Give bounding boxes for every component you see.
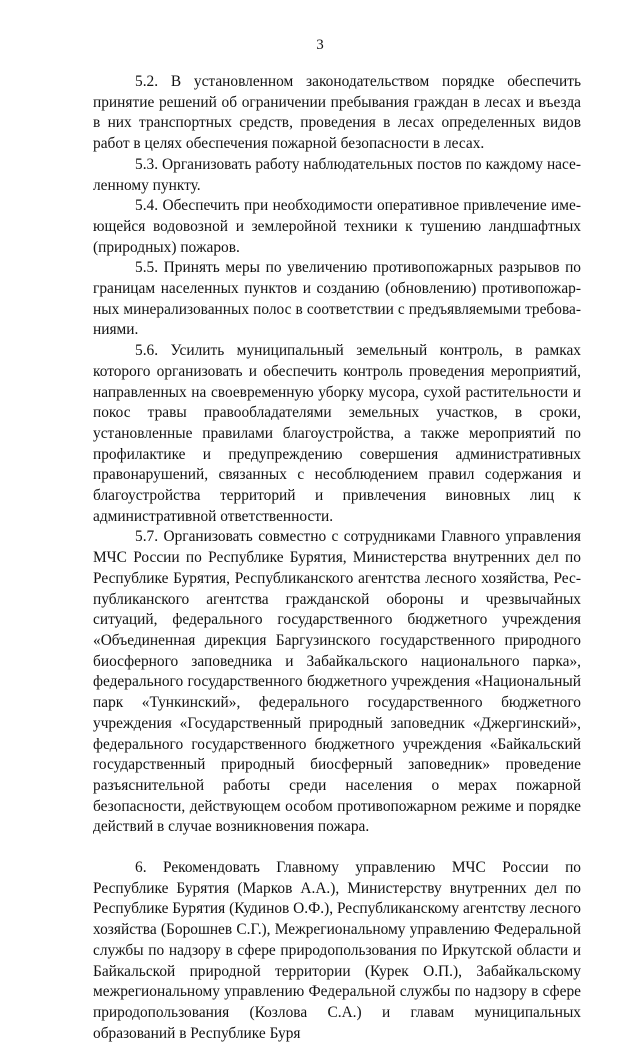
paragraph-5-7: 5.7. Организовать совместно с сотрудниками Главного управления МЧС России по Республике Бурятия, Министерства внутренних дел по Республике Бурятия, Республиканского агентства лесного хозяйства, Республиканского агентства гражданской обороны и чрезвычайных ситуаций, федерального государственного бюджетного учреждения «Объединенная дирекция Баргузинского государственного природного биосферного заповедника и Забайкальского национального парка», федерального государственного бюджетного учреждения «Национальный парк «Тункинский», федерального государственного бюджетного учреждения «Государственный природный заповедник «Джергинский», федерального государственного бюджетного учреждения «Байкальский государственный природный биосферный заповедник» проведение разъяснительной работы среди населения о мерах пожарной безопасности, действующем особом противопожарном режиме и порядке действий в случае возникновения пожара. <box>93 528 581 836</box>
paragraph-5-3: 5.3. Организовать работу наблюдательных постов по каждому населенному пункту. <box>93 155 581 194</box>
paragraph-5-6: 5.6. Усилить муниципальный земельный контроль, в рамках которого организовать и обеспечить контроль проведения мероприятий, направленных на своевременную уборку мусора, сухой растительности и покос травы правообладателями земельных участков, в сроки, установленные правилами благоустройства, а также мероприятий по профилактике и предупреждению совершения административных правонарушений, связанных с несоблюдением правил содержания и благоустройства территорий и привлечения виновных лиц к административной ответственности. <box>93 342 581 525</box>
paragraph-5-5: 5.5. Принять меры по увеличению противопожарных разрывов по границам населенных пунктов и созданию (обновлению) противопожарных минерализованных полос в соответствии с предъявляемыми требованиями. <box>93 259 581 339</box>
paragraph-spacer <box>93 838 581 858</box>
paragraph-5-4: 5.4. Обеспечить при необходимости оперативное привлечение имеющейся водовозной и землеройной техники к тушению ландшафтных (природных) пожаров. <box>93 197 581 256</box>
document-body <box>93 72 581 1044</box>
paragraph-5-2: 5.2. В установленном законодательством порядке обеспечить принятие решений об ограничении пребывания граждан в лесах и въезда в них транспортных средств, проведения в лесах определенных видов работ в целях обеспечения пожарной безопасности в лесах. <box>93 73 581 153</box>
paragraph-6: 6. Рекомендовать Главному управлению МЧС России по Республике Бурятия (Марков А.А.), Министерству внутренних дел по Республике Бурятия (Кудинов О.Ф.), Республиканскому агентству лесного хозяйства (Борошнев С.Г.), Межрегиональному управлению Федеральной службы по надзору в сфере природопользования по Иркутской области и Байкальской природной территории (Курек О.П.), Забайкальскому межрегиональному управлению Федеральной службы по надзору в сфере природопользования (Козлова С.А.) и главам муниципальных образований в Республике Буря <box>93 859 582 1042</box>
page-number: 3 <box>316 37 324 53</box>
